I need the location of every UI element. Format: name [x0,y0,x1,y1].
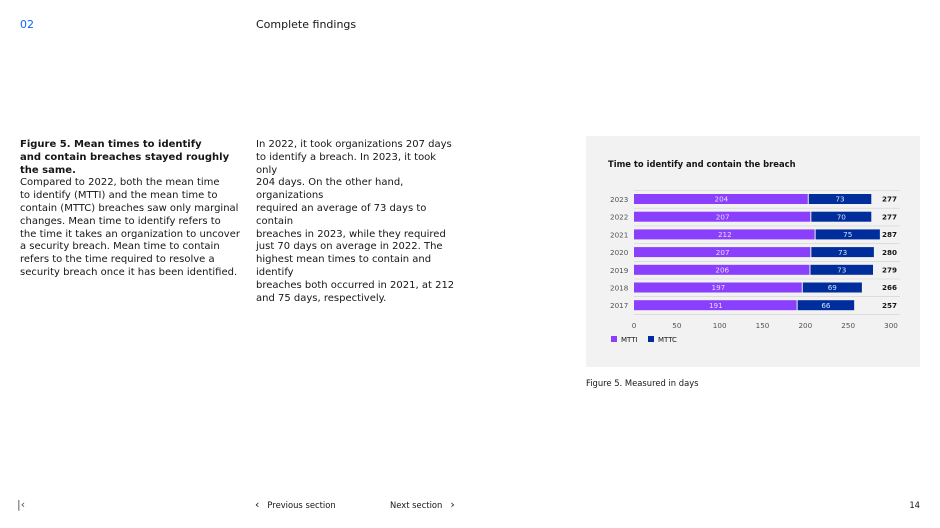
chevron-left-icon: ‹ [255,498,260,511]
section-number: 02 [20,18,34,31]
body-line: Compared to 2022, both the mean time [20,177,220,189]
bar-value-label: 66 [821,300,831,310]
paragraph-line: highest mean times to contain and identify [256,254,432,278]
bar-value-label: 75 [843,230,853,240]
category-label: 2022 [610,212,629,222]
bar-value-label: 212 [717,230,732,240]
x-tick-label: 250 [841,321,856,330]
x-tick-label: 100 [712,321,727,330]
previous-section-label: Previous section [267,500,336,510]
chevron-right-icon: › [450,498,455,511]
first-page-button[interactable] [17,498,25,511]
legend-swatch-mtti [611,336,617,342]
x-tick-label: 300 [884,321,898,330]
bar-total-label: 277 [882,194,898,204]
bar-total-label: 257 [882,300,898,310]
first-page-icon: |‹ [17,498,26,511]
paragraph-line: required an average of 73 days to contain [256,202,427,227]
body-line: to identify (MTTI) and the mean time to [20,190,218,202]
category-label: 2018 [610,283,629,293]
previous-section-button[interactable] [255,500,336,510]
paragraph-line: breaches both occurred in 2021, at 212 [256,279,455,291]
x-tick-label: 200 [798,321,813,330]
page-number: 14 [909,500,920,510]
body-line: changes. Mean time to identify refers to [20,215,221,227]
x-tick-label: 0 [631,321,637,330]
category-label: 2020 [610,248,629,258]
figure-title-line: the same. [20,164,76,176]
figure-description [20,139,248,280]
bar-value-label: 73 [835,194,845,204]
bar-value-label: 70 [836,212,846,222]
figure-title-line: Figure 5. Mean times to identify [20,139,202,150]
bar-chart [586,136,920,367]
legend-label: MTTC [658,336,677,344]
chart-panel [586,136,920,367]
figure-caption: Figure 5. Measured in days [586,378,699,388]
paragraph-line: just 70 days on average in 2022. The [256,241,443,253]
figure-title-line: and contain breaches stayed roughly [20,151,230,163]
bar-total-label: 266 [882,283,898,293]
findings-paragraph [256,139,456,305]
paragraph-line: breaches in 2023, while they required [256,228,446,240]
figure-title [20,139,248,177]
bar-total-label: 279 [882,265,898,275]
x-tick-label: 50 [672,321,682,330]
figure-body [20,177,248,279]
category-label: 2019 [610,265,629,275]
bar-value-label: 207 [715,212,730,222]
bar-value-label: 69 [827,283,837,293]
body-line: contain (MTTC) breaches saw only marginal [20,202,239,214]
bar-total-label: 277 [882,212,898,222]
bar-value-label: 73 [838,247,848,257]
body-line: the time it takes an organization to uncover [20,228,240,240]
bar-value-label: 204 [714,194,729,204]
category-label: 2017 [610,301,629,311]
bar-value-label: 197 [711,283,726,293]
chart-title: Time to identify and contain the breach [608,159,796,169]
body-line: refers to the time required to resolve a [20,254,215,266]
bar-total-label: 287 [882,230,898,240]
paragraph-line: In 2022, it took organizations 207 days [256,139,452,150]
legend-swatch-mttc [648,336,654,342]
section-title: Complete findings [256,18,357,31]
bar-total-label: 280 [882,247,898,257]
body-line: a security breach. Mean time to contain [20,241,220,253]
body-line: security breach once it has been identified. [20,266,238,278]
paragraph-line: 204 days. On the other hand, organizations [256,177,404,202]
bar-value-label: 207 [715,247,730,257]
bar-value-label: 206 [715,265,730,275]
next-section-label: Next section [390,500,443,510]
bar-value-label: 191 [708,300,723,310]
x-tick-label: 150 [755,321,770,330]
category-label: 2023 [610,195,629,204]
next-section-button[interactable] [390,500,455,510]
legend-label: MTTI [621,336,638,344]
category-label: 2021 [610,230,629,240]
bar-value-label: 73 [837,265,847,275]
paragraph-line: and 75 days, respectively. [256,292,387,304]
paragraph-line: to identify a breach. In 2023, it took only [256,151,437,176]
